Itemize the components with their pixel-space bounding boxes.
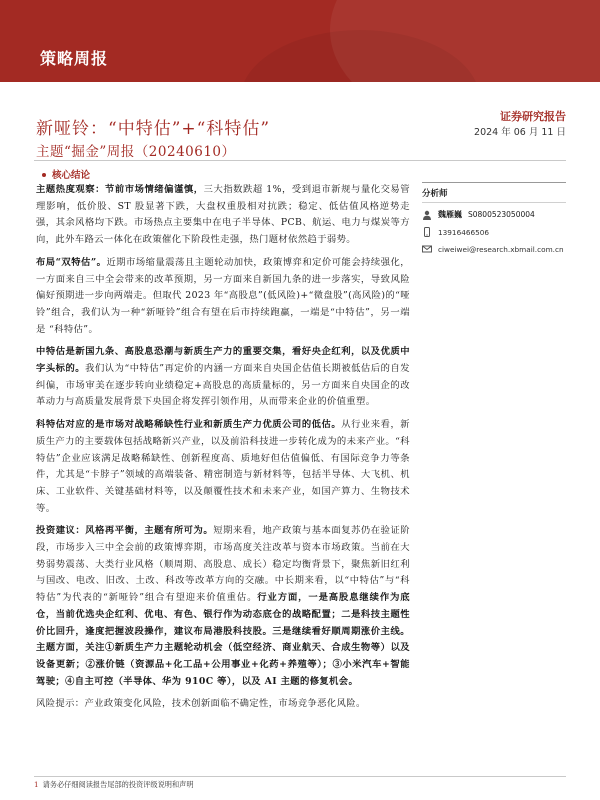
email-icon: [422, 244, 432, 254]
banner-title: 策略周报: [40, 49, 109, 68]
analyst-heading: 分析师: [422, 189, 448, 199]
analyst-phone-row: [422, 227, 566, 237]
summary-body: [36, 182, 410, 719]
section-title: 核心结论: [52, 170, 91, 181]
paragraph-text: 近期市场缩量震荡且主题轮动加快，政策博弈和定价可能会持续强化，一方面来自三中全会带来的改革预期，另一方面来自新国九条的进一步落实，导致风险偏好预期进一步向两端走。但取代 2023 年“高股息”(低风险)+“微盘股”(高风险)的“哑铃”组合，我们认为一种“新哑铃”组合有望在后市持续跑赢，一端是“中特估”，另一端是 “科特估”。: [36, 256, 410, 335]
paragraph-text: 三大指数跌超 1%，受到退市新规与量化交易管理影响，低价股、ST 股显著下跌，大盘权重股相对抗跌；稳定、低估值风格逆势走强，其余风格均下跌。市场热点主要集中在电子半导体、PCB、航运、电力与煤炭等方向，此外车路云一体化在政策催化下阶段性走强，热门题材依然趋于弱势。: [36, 184, 410, 246]
header-divider: [34, 160, 566, 161]
analyst-email[interactable]: ciweiwei@research.xbmail.com.cn: [438, 244, 564, 254]
bullet-icon: [42, 173, 46, 177]
paragraph-tail: 行业方面，一是高股息继续作为底仓，当前优选央企红利、优电、有色、银行作为动态底仓的战略配置；二是科技主题性价比回升，逢度把握波段操作，建议布局港股科技股。三是继续看好顺周期涨价主线。主题方面，关注①新质生产力主题轮动机会（低空经济、商业航天、合成生物等）以及设备更新；②涨价链（资源品+化工品+公用事业+化药+养殖等）；③小米汽车+智能驾驶；④自主可控（半导体、华为 910C 等），以及 AI 主题的修复机会。: [36, 592, 410, 687]
analyst-license: S0800523050004: [468, 210, 535, 219]
paragraph-text: 从行业来看，新质生产力的主要载体包括战略新兴产业，以及前沿科技进一步转化成为的未来产业。“科特估”企业应该满足战略稀缺性、创新程度高、质地好但估值偏低、有国际竞争力等条件，尤其是“卡脖子”领域的高端装备、精密制造与新材料等，包括半导体、大飞机、机床、工业软件、关键基础材料等，以及颠覆性技术和未来产业，如国产算力、生物技术等。: [36, 419, 410, 514]
paragraph-heat: [36, 182, 410, 249]
analyst-divider: [422, 202, 566, 203]
paragraph-layout: [36, 255, 410, 339]
paragraph-lead: 科特估对应的是市场对战略稀缺性行业和新质生产力优质公司的低估。: [36, 419, 342, 431]
analyst-phone: 13916466506: [438, 227, 490, 237]
report-banner: [0, 0, 600, 82]
report-subtitle: 主题“掘金”周报（20240610）: [36, 144, 236, 160]
paragraph-text: 我们认为“中特估”再定价的内涵一方面来自央国企估值长期被低估后的自发纠偏，市场审美在逐步转向业绩稳定+高股息的高质量标的，另一方面来自央国企的改革动力与高质量发展背景下央国企将发挥引领作用，从而带来企业的价值重塑。: [36, 363, 410, 408]
report-type: 证券研究报告: [500, 110, 566, 123]
paragraph-advice: [36, 523, 410, 690]
analyst-panel: [422, 182, 566, 254]
paragraph-risk: [36, 696, 410, 713]
paragraph-lead: 布局“双特估”。: [36, 256, 107, 268]
paragraph-lead: 投资建议：风格再平衡，主题有所可为。: [36, 525, 214, 537]
analyst-top-rule: [422, 182, 566, 183]
paragraph-zhongtegu: [36, 344, 410, 411]
analyst-name-row: [422, 209, 566, 220]
report-date: 2024 年 06 月 11 日: [474, 127, 566, 138]
paragraph-text: 短期来看，地产政策与基本面复苏仍在验证阶段，市场步入三中全会前的政策博弈期，市场高度关注改革与资本市场政策。当前在大势弱势震荡、大类行业风格（顺周期、高股息、成长）稳定均衡背景下，聚焦新旧红利与国改、电改、旧改、土改、科改等改革方向的交融。中长期来看，以“中特估”与“科特估”为代表的“新哑铃”组合有望迎来价值重估。: [36, 525, 410, 604]
footer-divider: [34, 776, 566, 777]
page-number: 1: [34, 780, 39, 789]
section-heading: [42, 167, 90, 181]
paragraph-lead: 中特估是新国九条、高股息恐潮与新质生产力的重要交集，看好央企红利，以及优质中字头标的。: [36, 346, 410, 375]
footer-disclaimer: 请务必仔细阅读报告尾部的投资评级说明和声明: [42, 780, 194, 789]
report-title: 新哑铃：“中特估”+“科特估”: [36, 119, 271, 139]
paragraph-text: 风险提示：产业政策变化风险，技术创新面临不确定性，市场竞争恶化风险。: [36, 698, 366, 710]
phone-icon: [422, 227, 432, 237]
paragraph-lead: 主题热度观察：节前市场情绪偏谨慎，: [36, 184, 204, 195]
person-icon: [422, 210, 432, 220]
analyst-email-row: [422, 244, 566, 254]
analyst-name: 魏雁巍: [438, 209, 462, 219]
page-footer: [34, 780, 194, 790]
paragraph-ketegu: [36, 417, 410, 517]
